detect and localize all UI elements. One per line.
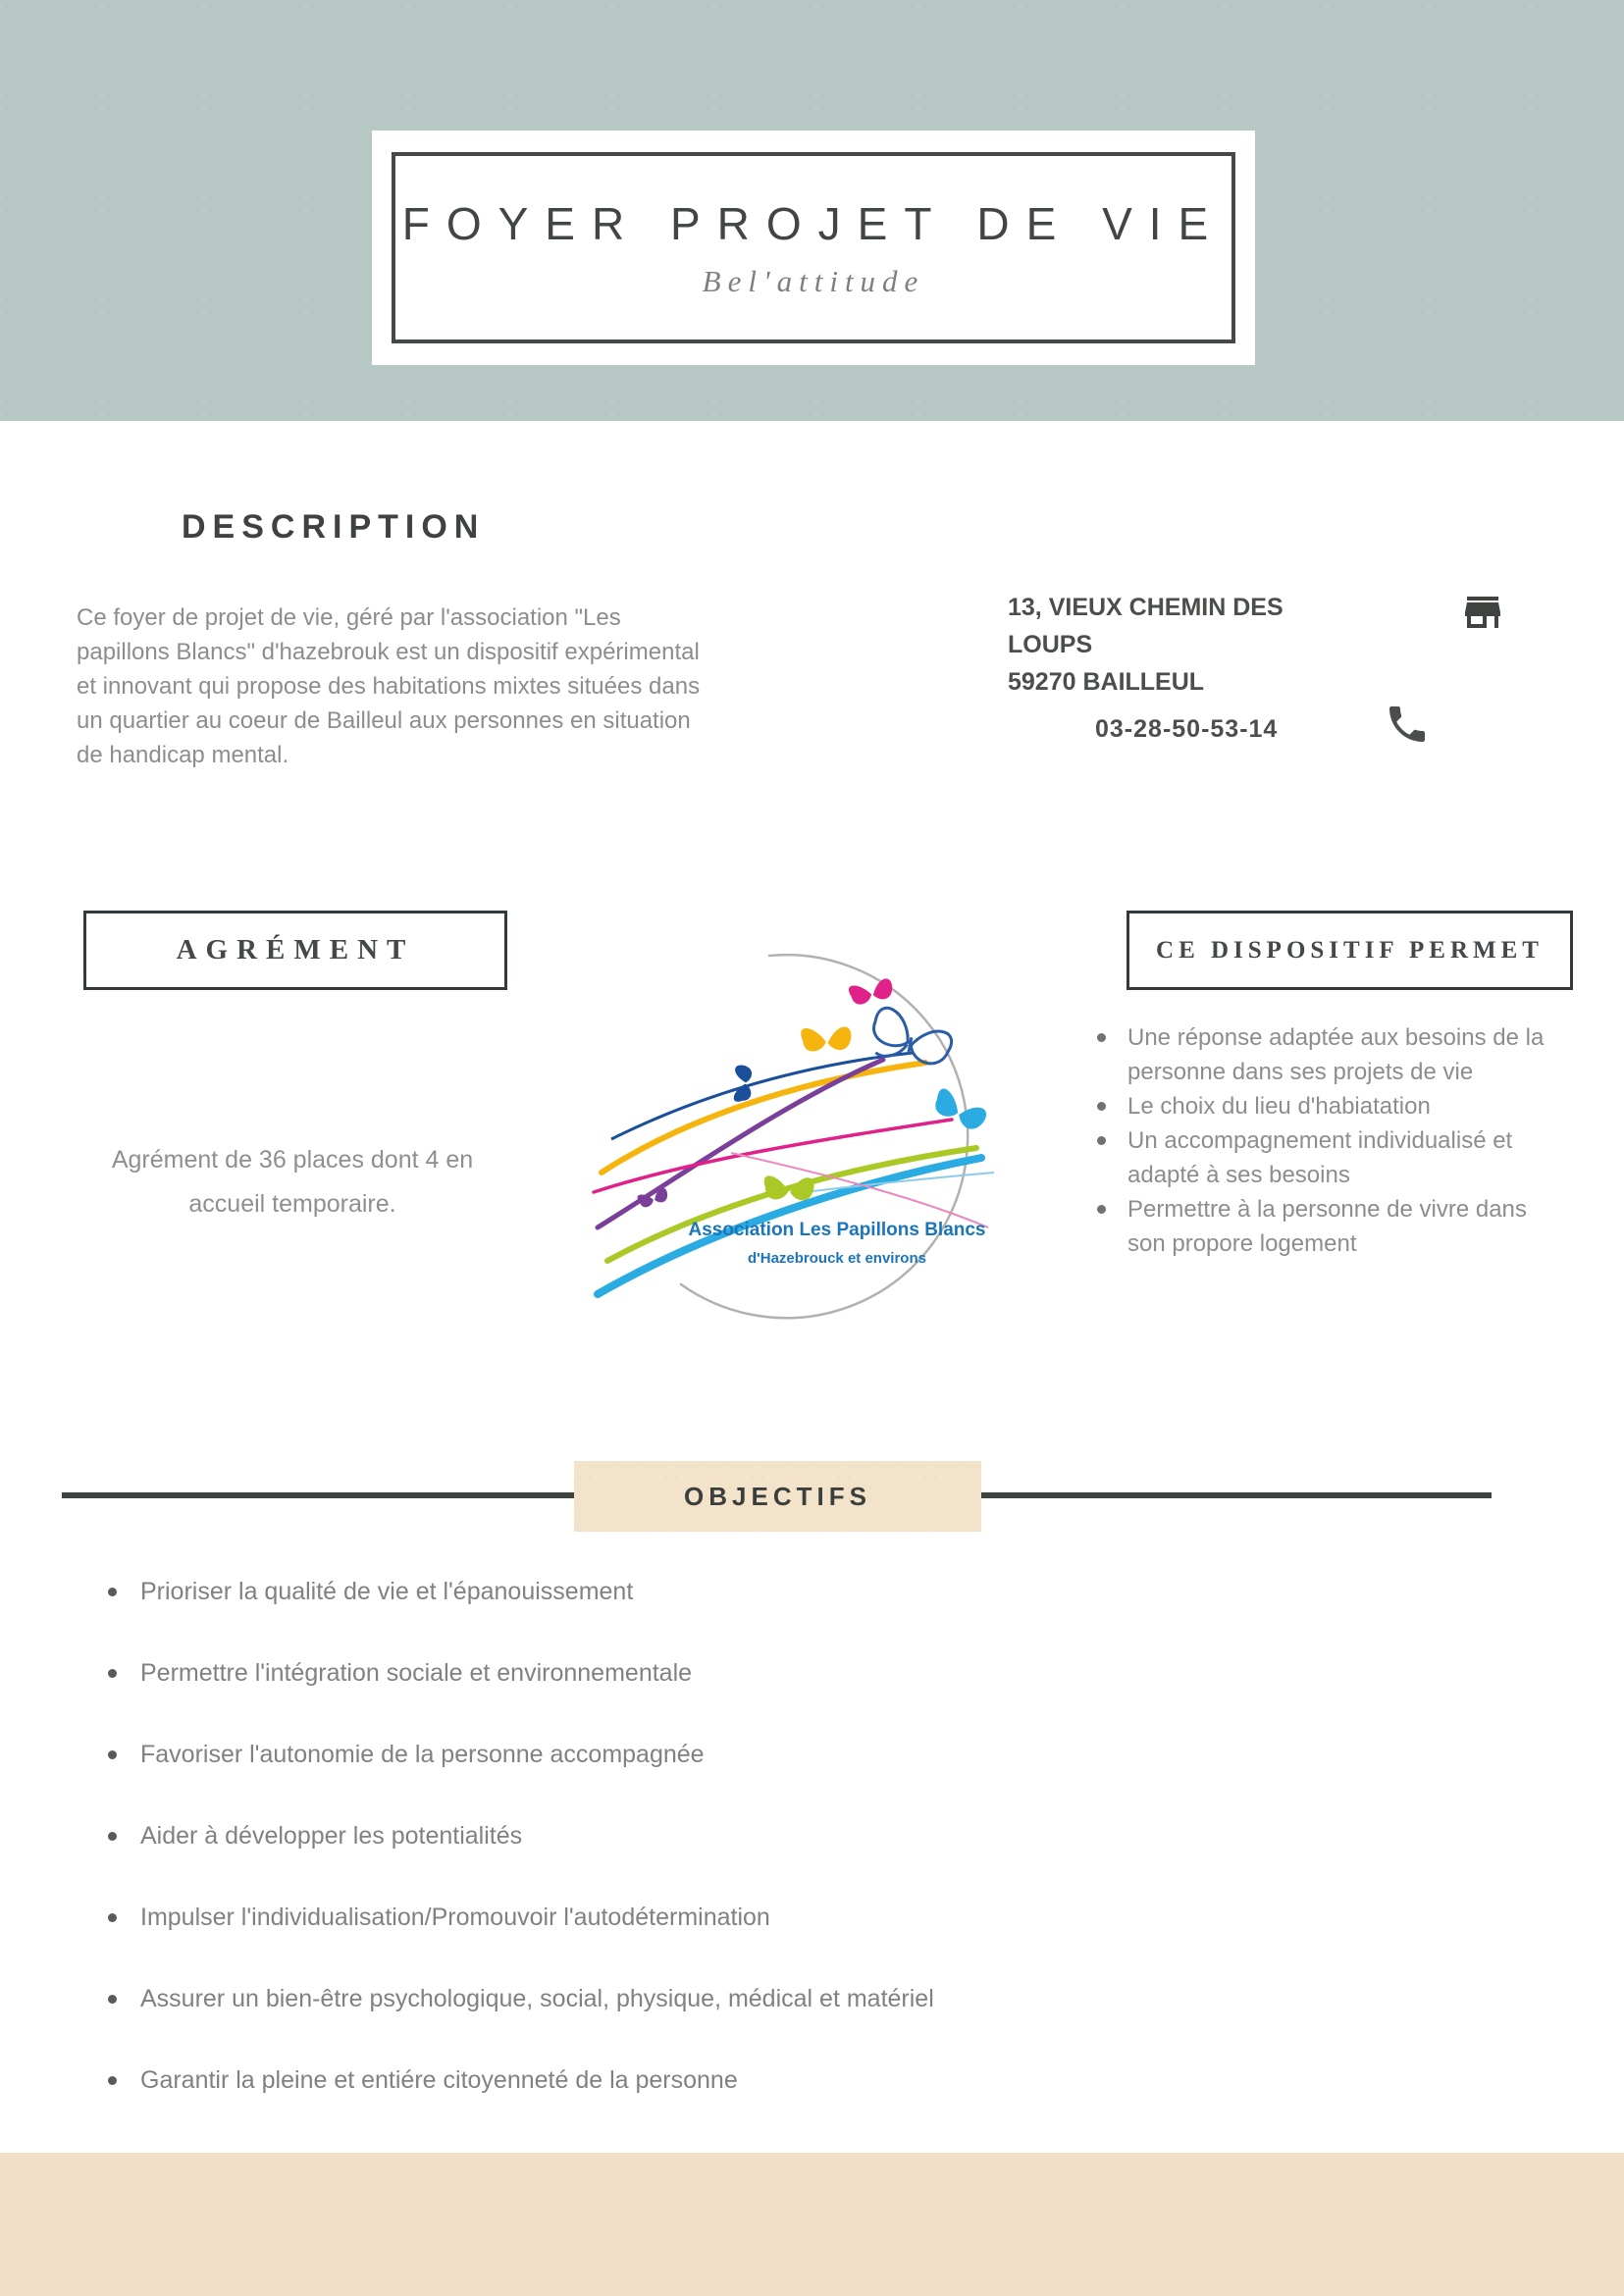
dispositif-list: [1087, 1020, 1556, 1261]
title-box: [372, 130, 1255, 365]
objectifs-list: [93, 1576, 1496, 2146]
phone-number: 03-28-50-53-14: [1095, 715, 1279, 743]
header-banner: [0, 0, 1624, 421]
list-item: Prioriser la qualité de vie et l'épanouissement: [93, 1576, 1496, 1607]
list-item: Favoriser l'autonomie de la personne accompagnée: [93, 1739, 1496, 1770]
list-item: Une réponse adaptée aux besoins de la personne dans ses projets de vie: [1087, 1020, 1556, 1089]
page-subtitle: Bel'attitude: [702, 263, 925, 298]
description-body: Ce foyer de projet de vie, géré par l'association "Les papillons Blancs" d'hazebrouk est un dispositif expérimental et innovant qui propose des habitations mixtes situées dans un quartier au coeur de Bailleul aux personnes en situation de handicap mental.: [77, 604, 701, 768]
dispositif-box: [1126, 911, 1573, 990]
association-logo: [584, 945, 1021, 1337]
agrement-text: Agrément de 36 places dont 4 en accueil temporaire.: [111, 1146, 474, 1218]
list-item: Aider à développer les potentialités: [93, 1820, 1496, 1852]
address-block: [1008, 589, 1322, 701]
agrement-box: [83, 911, 507, 990]
description-heading: DESCRIPTION: [182, 508, 486, 546]
address-city: 59270 BAILLEUL: [1008, 668, 1205, 696]
logo-line2: d'Hazebrouck et environs: [748, 1250, 926, 1267]
list-item: Garantir la pleine et entiére citoyenneté de la personne: [93, 2064, 1496, 2096]
list-item: Un accompagnement individualisé et adapté à ses besoins: [1087, 1123, 1556, 1192]
page-title: FOYER PROJET DE VIE: [401, 197, 1226, 249]
list-item: Assurer un bien-être psychologique, social, physique, médical et matériel: [93, 1983, 1496, 2014]
objectifs-label: OBJECTIFS: [574, 1461, 981, 1532]
logo-line1: Association Les Papillons Blancs: [688, 1220, 986, 1240]
agrement-box-label: AGRÉMENT: [176, 934, 415, 965]
title-border: [392, 152, 1235, 343]
footer-band: [0, 2153, 1624, 2296]
dispositif-box-label: CE DISPOSITIF PERMET: [1156, 937, 1544, 964]
list-item: Permettre à la personne de vivre dans son propore logement: [1087, 1192, 1556, 1261]
list-item: Permettre l'intégration sociale et environnementale: [93, 1657, 1496, 1689]
storefront-icon: [1459, 589, 1506, 636]
address-street: 13, VIEUX CHEMIN DES LOUPS: [1008, 594, 1283, 658]
list-item: Le choix du lieu d'habiatation: [1087, 1089, 1556, 1123]
list-item: Impulser l'individualisation/Promouvoir l'autodétermination: [93, 1902, 1496, 1933]
phone-icon: [1384, 701, 1431, 748]
